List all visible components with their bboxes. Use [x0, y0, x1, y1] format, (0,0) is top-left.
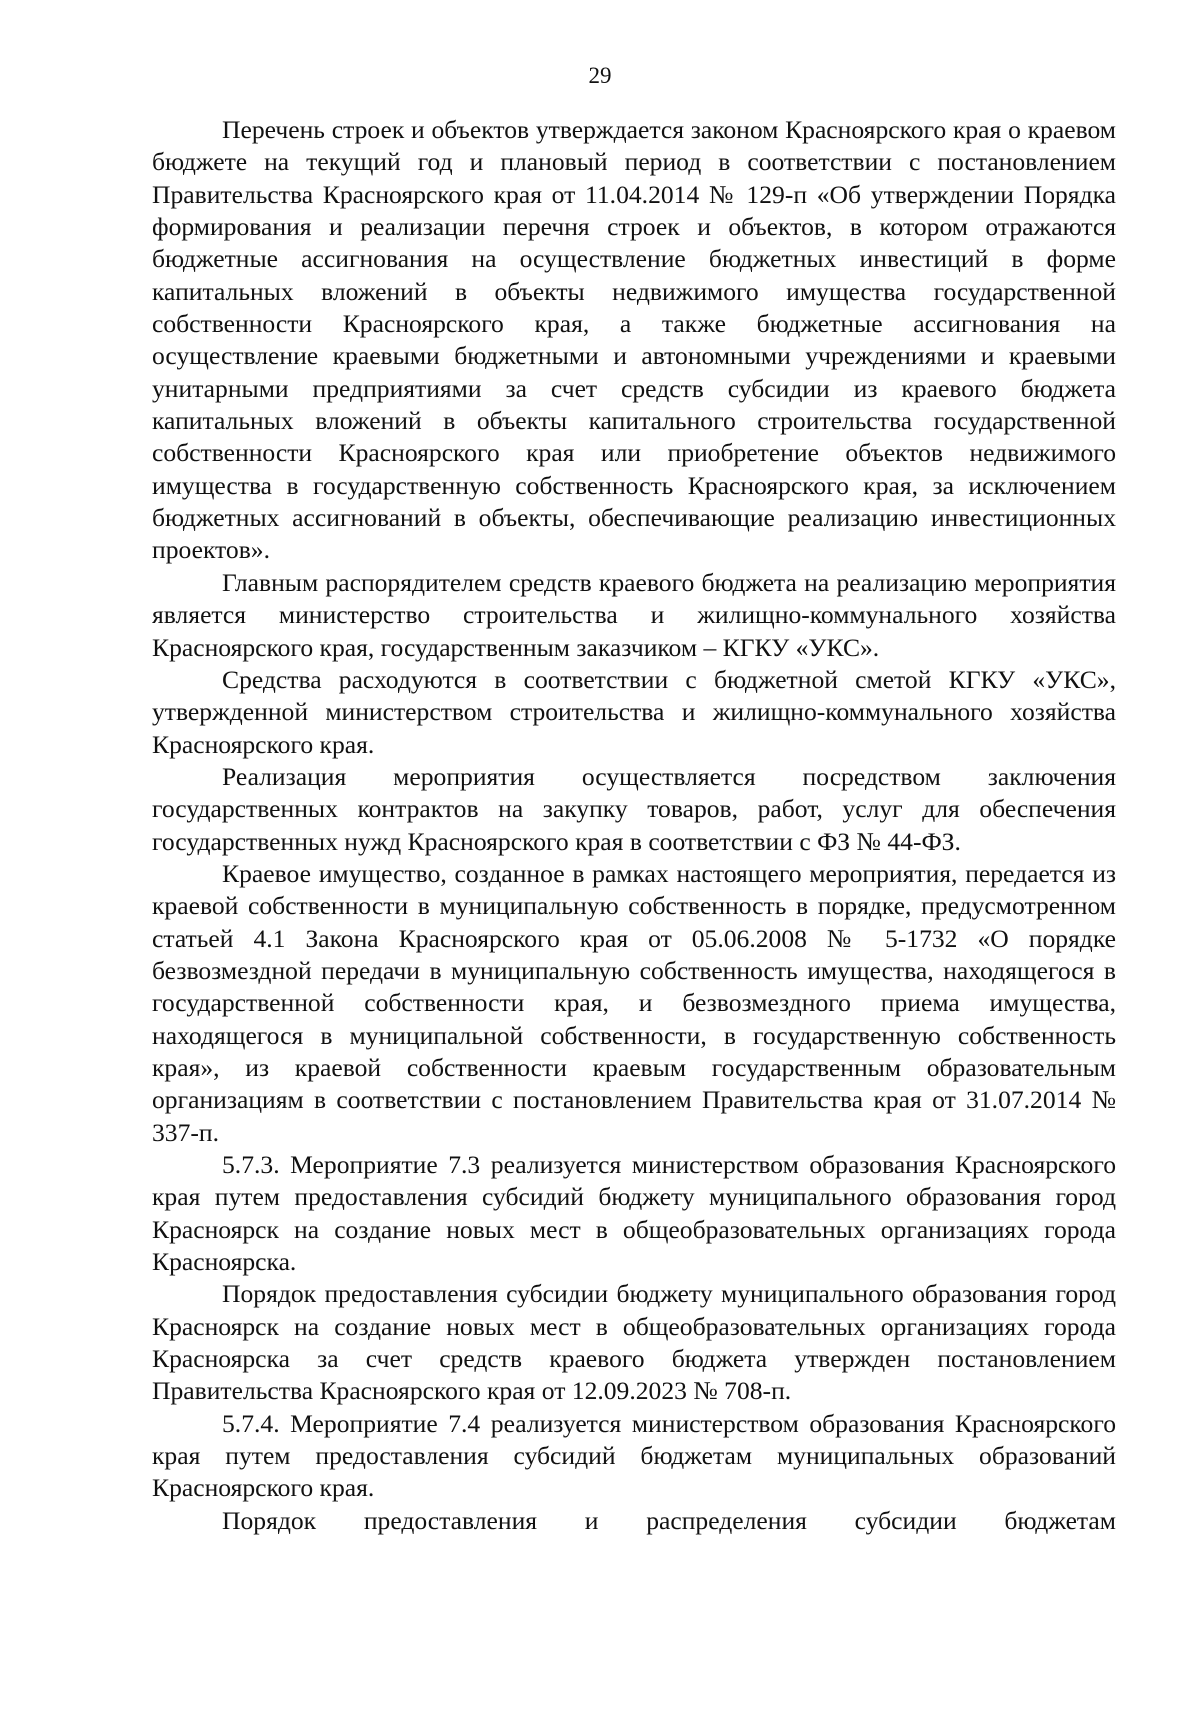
- paragraph-subsidy-procedure-7-4: Порядок предоставления и распределения субсидии бюджетам: [222, 1505, 1116, 1535]
- paragraph-budget-estimate: Средства расходуются в соответствии с бюджетной сметой КГКУ «УКС», утвержденной министерством строительства и жилищно-коммунального хозяйства Красноярского края.: [152, 664, 1116, 759]
- paragraph-objects-list: Перечень строек и объектов утверждается законом Красноярского края о краевом бюджете на текущий год и плановый период в соответствии с постановлением Правительства Красноярского края от 11.04.2014 № 129-п «Об утверждении Порядка формирования и реализации перечня строек и объектов, в котором отражаются бюджетные ассигнования на осуществление бюджетных инвестиций в форме капитальных вложений в объекты недвижимого имущества государственной собственности Красноярского края, а также бюджетные ассигнования на осуществление краевыми бюджетными и автономными учреждениями и краевыми унитарными предприятиями за счет средств субсидии из краевого бюджета капитальных вложений в объекты капитального строительства государственной собственности Красноярского края или приобретение объектов недвижимого имущества в государственную собственность Красноярского края, за исключением бюджетных ассигнований в объекты, обеспечивающие реализацию инвестиционных проектов».: [152, 115, 1116, 565]
- paragraph-measure-7-3: 5.7.3. Мероприятие 7.3 реализуется министерством образования Красноярского края путем предоставления субсидий бюджету муниципального образования город Красноярск на создание новых мест в общеобразовательных организациях города Красноярска.: [152, 1150, 1116, 1277]
- paragraph-measure-7-4: 5.7.4. Мероприятие 7.4 реализуется министерством образования Красноярского края путем предоставления субсидий бюджетам муниципальных образований Красноярского края.: [152, 1408, 1116, 1503]
- document-body: [152, 114, 1116, 1537]
- paragraph-property-transfer: Краевое имущество, созданное в рамках настоящего мероприятия, передается из краевой собственности в муниципальную собственность в порядке, предусмотренном статьей 4.1 Закона Красноярского края от 05.06.2008 № 5-1732 «О порядке безвозмездной передачи в муниципальную собственность имущества, находящегося в государственной собственности края, и безвозмездного приема имущества, находящегося в муниципальной собственности, в государственную собственность края», из краевой собственности краевым государственным образовательным организациям в соответствии с постановлением Правительства края от 31.07.2014 № 337-п.: [152, 858, 1116, 1147]
- paragraph-state-contracts: Реализация мероприятия осуществляется посредством заключения государственных контрактов на закупку товаров, работ, услуг для обеспечения государственных нужд Красноярского края в соответствии с ФЗ № 44-ФЗ.: [152, 761, 1116, 856]
- paragraph-subsidy-procedure-7-3: Порядок предоставления субсидии бюджету муниципального образования город Красноярск на создание новых мест в общеобразовательных организациях города Красноярска за счет средств краевого бюджета утвержден постановлением Правительства Красноярского края от 12.09.2023 № 708-п.: [152, 1279, 1116, 1406]
- paragraph-main-administrator: Главным распорядителем средств краевого бюджета на реализацию мероприятия является министерство строительства и жилищно-коммунального хозяйства Красноярского края, государственным заказчиком – КГКУ «УКС».: [152, 567, 1116, 662]
- page-number: 29: [588, 63, 612, 88]
